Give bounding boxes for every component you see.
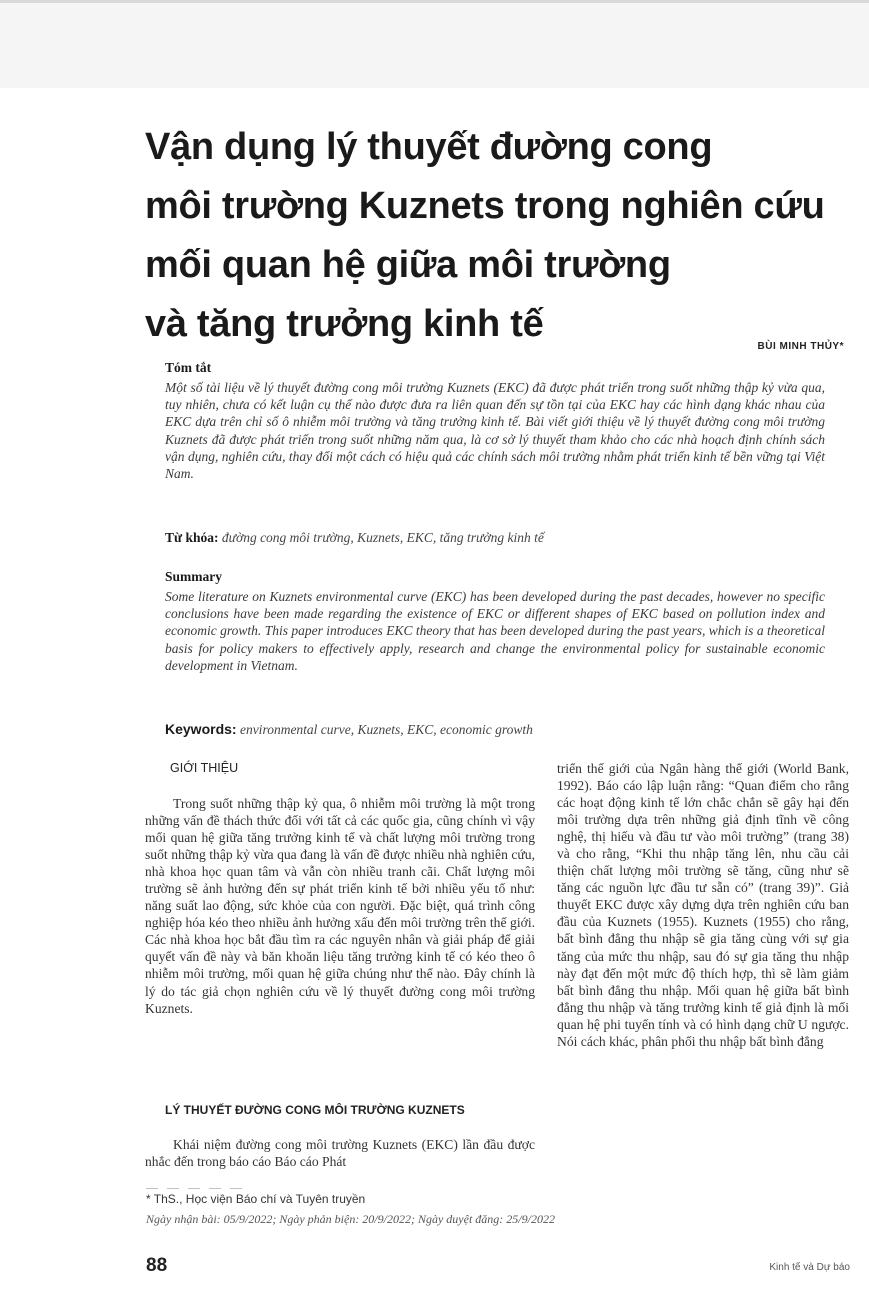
title-line: môi trường Kuznets trong nghiên cứu — [145, 185, 825, 227]
title-line: Vận dụng lý thuyết đường cong — [145, 126, 713, 168]
abstract-vi-text: Một số tài liệu về lý thuyết đường cong môi trường Kuznets (EKC) đã được phát triển trong suốt những thập kỷ vừa qua, tuy nhiên, chưa có kết luận cụ thể nào được đưa ra liên quan đến sự tồn tại của EKC hay các hình dạng khác nhau của EKC dựa trên chỉ số ô nhiễm môi trường và tăng trưởng kinh tế. Bài viết giới thiệu về lý thuyết đường cong môi trường Kuznets đã được phát triển trong suốt những năm qua, là cơ sở lý thuyết tham khảo cho các nhà hoạch định chính sách vận dụng, nghiên cứu, thay đổi một cách có hiệu quả các chính sách môi trường nhằm phát triển kinh tế bền vững tại Việt Nam. — [165, 380, 825, 482]
keywords-en-label: Keywords: — [165, 721, 237, 737]
article-title — [145, 118, 850, 354]
abstract-en-heading: Summary — [165, 569, 222, 584]
footnote-affiliation: * ThS., Học viện Báo chí và Tuyên truyền — [146, 1192, 366, 1206]
keywords-vi-text: đường cong môi trường, Kuznets, EKC, tăng trưởng kinh tế — [221, 530, 544, 545]
page-number: 88 — [146, 1255, 168, 1276]
author-name: BÙI MINH THỦY* — [757, 341, 844, 352]
section-heading-intro: GIỚI THIỆU — [170, 761, 239, 775]
section-heading-ekc: LÝ THUYẾT ĐƯỜNG CONG MÔI TRƯỜNG KUZNETS — [165, 1103, 465, 1117]
abstract-en-text: Some literature on Kuznets environmental curve (EKC) has been developed during the past decades, however no specific conclusions have been made regarding the existence of EKC or different shapes of EKC based on pollution index and economic growth. This paper introduces EKC theory that has been developed during the past years, which is a theoretical basis for policy makers to effectively apply, research and change the environmental policy for sustainable economic development in Vietnam. — [165, 589, 825, 673]
keywords-en-text: environmental curve, Kuznets, EKC, economic growth — [239, 722, 533, 737]
abstract-vi-heading: Tóm tắt — [165, 360, 212, 375]
keywords-vi — [165, 530, 825, 546]
title-line: và tăng trưởng kinh tế — [145, 303, 544, 345]
footnote-separator: — — — — — — [146, 1180, 245, 1194]
footnote-dates: Ngày nhận bài: 05/9/2022; Ngày phản biện: 20/9/2022; Ngày duyệt đăng: 25/9/2022 — [146, 1212, 555, 1226]
ekc-paragraph: Khái niệm đường cong môi trường Kuznets (EKC) lần đầu được nhắc đến trong báo cáo Báo cáo Phát — [145, 1137, 535, 1170]
title-line: mối quan hệ giữa môi trường — [145, 244, 671, 286]
journal-name: Kinh tế và Dự báo — [769, 1262, 850, 1273]
keywords-en — [165, 721, 825, 738]
keywords-vi-label: Từ khóa: — [165, 530, 219, 545]
top-margin-band — [0, 0, 869, 88]
intro-paragraph: Trong suốt những thập kỷ qua, ô nhiễm môi trường là một trong những vấn đề thách thức đối với tất cả các quốc gia, cũng chính vì vậy mối quan hệ giữa tăng trưởng kinh tế và chất lượng môi trường trong suốt những thập kỷ vừa qua đang là vấn đề được nhiều nhà nghiên cứu, nhà khoa học quan tâm và vẫn còn nhiều tranh cãi. Chất lượng môi trường sẽ ảnh hưởng đến sự phát triển kinh tế bởi nhiều yếu tố như: năng suất lao động, sức khỏe của con người. Đặc biệt, quá trình công nghiệp hóa kéo theo nhiều ảnh hưởng xấu đến môi trường trên thế giới. Các nhà khoa học bắt đầu tìm ra các nguyên nhân và giải pháp để giải quyết vấn đề này và băn khoăn liệu tăng trưởng kinh tế có kéo theo ô nhiễm môi trường, mối quan hệ giữa chúng như thế nào. Đây chính là lý do tác giả chọn nghiên cứu về lý thuyết đường cong môi trường Kuznets. — [145, 796, 535, 1016]
top-rule — [0, 0, 869, 3]
right-column-text: triển thế giới của Ngân hàng thế giới (World Bank, 1992). Báo cáo lập luận rằng: “Quan điểm cho rằng các hoạt động kinh tế lớn chắc chắn sẽ gây hại đến môi trường dựa trên những giả định tĩnh về công nghệ, thị hiếu và đầu tư vào môi trường” (trang 38) và cho rằng, “Khi thu nhập tăng lên, nhu cầu cải thiện chất lượng môi trường sẽ tăng, cũng như sẽ tăng các nguồn lực đầu tư sẵn có” (trang 39)”. Giả thuyết EKC được xây dựng dựa trên nghiên cứu ban đầu của Kuznets (1955). Kuznets (1955) cho rằng, bất bình đẳng thu nhập sẽ gia tăng cùng với sự gia tăng của mức thu nhập, sau đó sự gia tăng thu nhập này đạt đến một mức độ thích hợp, thì sẽ làm giảm bất bình đẳng thu nhập. Mối quan hệ giữa bất bình đẳng thu nhập và tăng trưởng kinh tế giả định là mối quan hệ phi tuyến tính và có hình dạng chữ U ngược. Nói cách khác, phân phối thu nhập bất bình đẳng — [557, 761, 849, 1049]
